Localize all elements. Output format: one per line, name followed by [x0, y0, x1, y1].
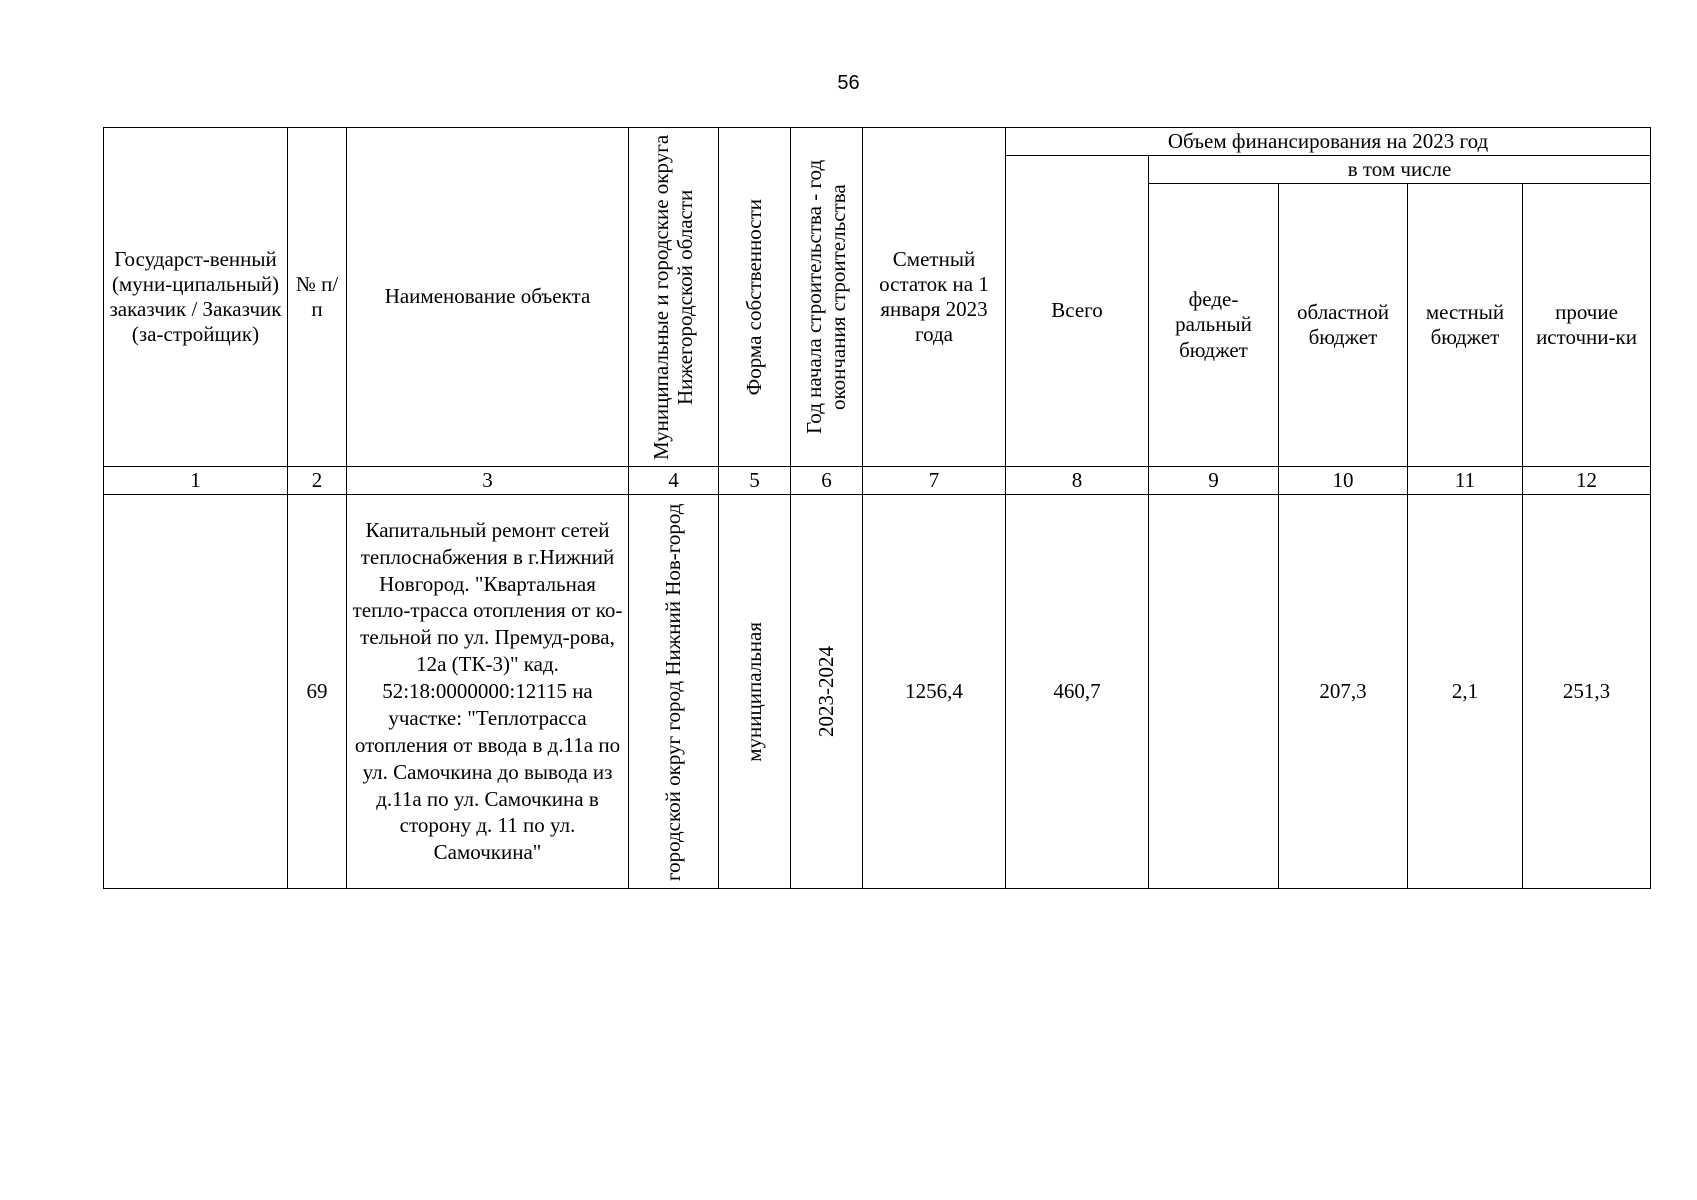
- header-federal: феде-ральный бюджет: [1149, 184, 1279, 467]
- row-local: 2,1: [1408, 495, 1523, 889]
- header-municipality: Муниципальные и городские округа Нижегородской области: [629, 128, 719, 467]
- header-funding-group: Объем финансирования на 2023 год: [1006, 128, 1651, 156]
- column-number: 1: [104, 467, 288, 495]
- header-number: № п/п: [288, 128, 347, 467]
- row-number: 69: [288, 495, 347, 889]
- column-number: 2: [288, 467, 347, 495]
- column-number: 7: [863, 467, 1006, 495]
- header-object-name: Наименование объекта: [347, 128, 629, 467]
- header-regional: областной бюджет: [1279, 184, 1408, 467]
- column-number: 8: [1006, 467, 1149, 495]
- column-numbers-row: [104, 467, 1651, 495]
- header-customer: Государст-венный (муни-ципальный) заказчик / Заказчик (за-стройщик): [104, 128, 288, 467]
- header-ownership: Форма собственности: [719, 128, 791, 467]
- page-number: 56: [837, 72, 860, 94]
- table-row: [104, 495, 1651, 889]
- row-years: 2023-2024: [791, 495, 863, 889]
- financing-table: [103, 127, 1651, 889]
- row-other: 251,3: [1523, 495, 1651, 889]
- column-number: 6: [791, 467, 863, 495]
- header-row-1: [104, 128, 1651, 156]
- header-total: Всего: [1006, 156, 1149, 467]
- row-federal: [1149, 495, 1279, 889]
- row-object-name: Капитальный ремонт сетей теплоснабжения в г.Нижний Новгород. "Квартальная тепло-трасса отопления от ко-тельной по ул. Премуд-рова, 12а (ТК-3)" кад. 52:18:0000000:12115 на участке: "Теплотрасса отопления от ввода в д.11а по ул. Самочкина до вывода из д.11а по ул. Самочкина в сторону д. 11 по ул. Самочкина": [347, 495, 629, 889]
- column-number: 10: [1279, 467, 1408, 495]
- header-other: прочие источни-ки: [1523, 184, 1651, 467]
- row-estimated-balance: 1256,4: [863, 495, 1006, 889]
- header-local: местный бюджет: [1408, 184, 1523, 467]
- column-number: 9: [1149, 467, 1279, 495]
- header-estimated-balance: Сметный остаток на 1 января 2023 года: [863, 128, 1006, 467]
- header-including: в том числе: [1149, 156, 1651, 184]
- row-regional: 207,3: [1279, 495, 1408, 889]
- column-number: 11: [1408, 467, 1523, 495]
- row-ownership: муниципальная: [719, 495, 791, 889]
- row-municipality: городской округ город Нижний Нов-город: [629, 495, 719, 889]
- column-number: 5: [719, 467, 791, 495]
- header-years: Год начала строительства - год окончания строительства: [791, 128, 863, 467]
- column-number: 12: [1523, 467, 1651, 495]
- row-total: 460,7: [1006, 495, 1149, 889]
- column-number: 4: [629, 467, 719, 495]
- row-customer: [104, 495, 288, 889]
- column-number: 3: [347, 467, 629, 495]
